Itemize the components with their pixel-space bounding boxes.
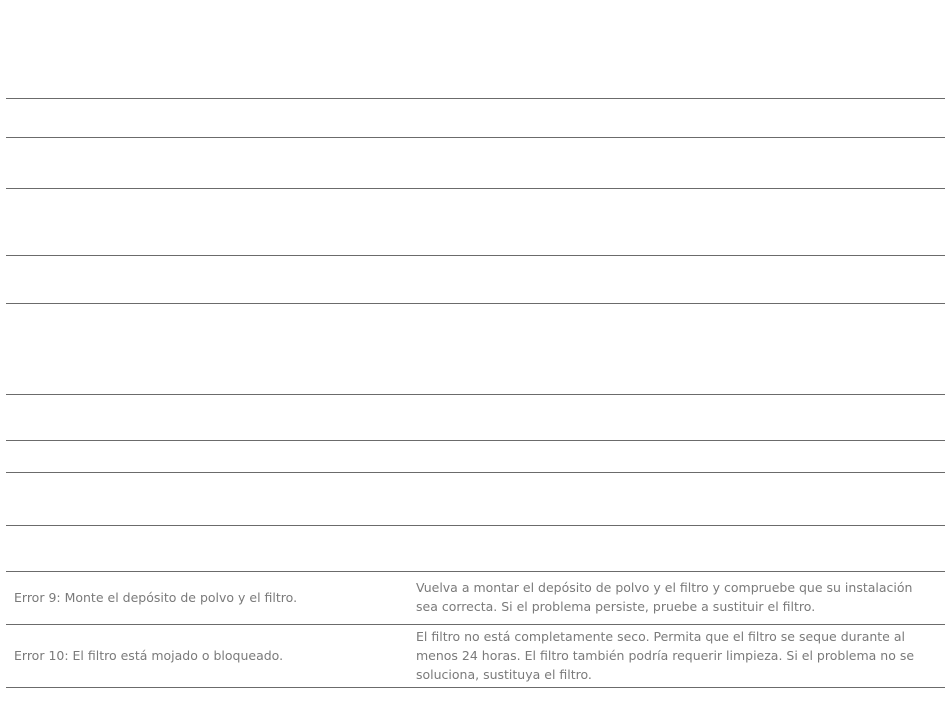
table-rule	[6, 394, 945, 395]
table-rule	[6, 571, 945, 572]
error-description-cell: Vuelva a montar el depósito de polvo y el filtro y compruebe que su instalación sea correcta. Si el problema persiste, pruebe a sustituir el filtro.	[416, 580, 913, 614]
table-rule	[6, 303, 945, 304]
error-code-cell: Error 9: Monte el depósito de polvo y el filtro.	[14, 590, 298, 605]
error-code-cell: Error 10: El filtro está mojado o bloqueado.	[14, 648, 284, 663]
table-rule	[6, 525, 945, 526]
table-rule	[6, 98, 945, 99]
table-rule	[6, 440, 945, 441]
table-rule	[6, 687, 945, 688]
table-rule	[6, 624, 945, 625]
error-description-cell: El filtro no está completamente seco. Permita que el filtro se seque durante al menos 24 horas. El filtro también podría requerir limpieza. Si el problema no se soluciona, sustituya el filtro.	[416, 629, 915, 682]
table-rule	[6, 188, 945, 189]
table-rule	[6, 137, 945, 138]
table-rule	[6, 255, 945, 256]
table-rule	[6, 472, 945, 473]
